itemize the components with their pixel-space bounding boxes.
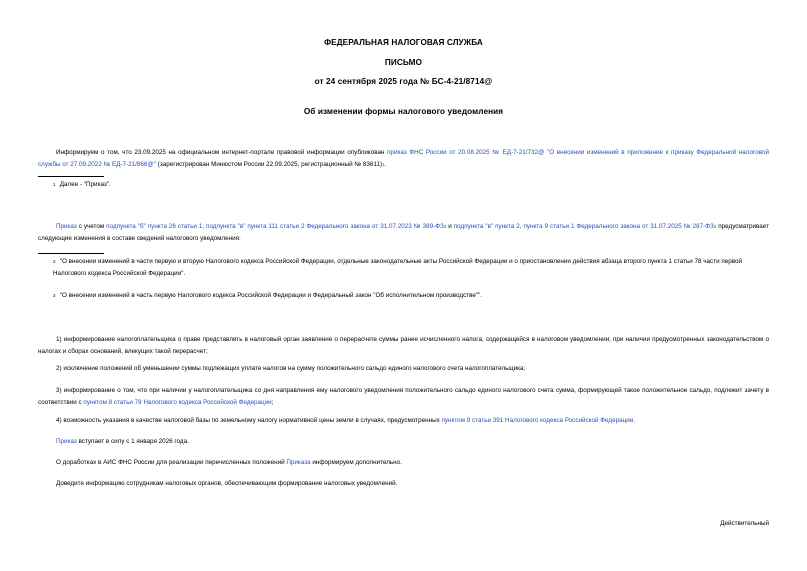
footnote-1 [53, 179, 769, 191]
document-type: ПИСЬМО [384, 58, 423, 67]
list-item-2: 2) исключение положений об уменьшении суммы подлежащих уплате налогов на сумму положительного сальдо единого налогового счета налогоплательщика; [56, 365, 526, 372]
footnote-2-text: "О внесении изменений в части первую и вторую Налогового кодекса Российской Федерации, отдельные законодательные акты Российской Федерации и о приостановлении действия абзаца второго пункта 1 статьи 78 части первой Налогового кодекса Российской Федерации". [53, 258, 743, 277]
list-item-1: 1) информирование налогоплательщика о праве представлять в налоговый орган заявление о перерасчете суммы ранее исчисленного налога, содержащейся в налоговом уведомлении, при наличии предусмотренных законодательством о налогах и сборах оснований, влекущих такой перерасчет; [38, 336, 769, 355]
order-link-effective[interactable]: Приказ [56, 438, 77, 445]
footnote-3-text: "О внесении изменений в часть первую Налогового кодекса Российской Федерации и Федеральный закон "Об исполнительном производстве"". [58, 292, 483, 299]
footnote-ref-2[interactable]: 2 [443, 224, 447, 229]
basis-paragraph: Приказ с учетом подпункта "б" пункта 26 статьи 1, подпункта "в" пункта 111 статьи 2 Федерального закона от 31.07.2023 № $389-ФЗ^2$ и подпункта "в" пункта 2, пункта 9 статьи 1 Федерального закона от 31.07.2025 № $287-ФЗ^3$ предусматривает следующие изменения в составе сведений налогового уведомления: [38, 223, 769, 242]
footnote-3-mark: 3 [53, 293, 56, 298]
effective-date-paragraph: Приказ вступает в силу с 1 января 2026 года. [56, 438, 189, 445]
order-link-short[interactable]: Приказ [56, 223, 77, 230]
agency-title: ФЕДЕРАЛЬНАЯ НАЛОГОВАЯ СЛУЖБА [324, 38, 483, 47]
document-date-number: от 24 сентября 2025 года № БС-4-21/8714@ [314, 77, 493, 86]
document-page [38, 0, 769, 571]
law-389-link[interactable]: подпункта "б" пункта 26 статьи 1, подпункта "в" пункта 111 статьи 2 Федерального закона от 31.07.2023 № 389-ФЗ [106, 223, 444, 230]
law-287-link[interactable]: подпункта "в" пункта 2, пункта 9 статьи 1 Федерального закона от 31.07.2025 № 287-ФЗ [453, 223, 714, 230]
intro-registration: (зарегистрирован Минюстом России 22.09.2025, регистрационный № 83611) [156, 160, 383, 168]
footnote-ref-1[interactable]: 1 [382, 161, 385, 167]
ais-paragraph: О доработках в АИС ФНС России для реализации перечисленных положений Приказа информируем дополнительно. [56, 459, 402, 466]
nk-article-391-link[interactable]: пунктом 9 статьи 391 Налогового кодекса Российской Федерации [441, 417, 634, 424]
footnote-2-mark: 2 [53, 259, 56, 264]
footnote-3 [53, 290, 769, 302]
footnote-1-text: Далее - "Приказ". [58, 181, 111, 188]
nk-article-78-link[interactable]: пунктом 8 статьи 78 Налогового кодекса Российской Федерации [83, 398, 272, 406]
instruction-paragraph: Доведите информацию сотрудникам налоговых органов, обеспечивающим формирование налоговых уведомлений. [56, 480, 398, 487]
intro-paragraph: Информируем о том, что 23.09.2025 на официальном интернет-портале правовой информации опубликован приказ ФНС России от 20.08.2025 № ЕД-7-21/732@ "О внесении изменений в приложение к приказу Федеральной налоговой службы от 27.09.2022 № ЕД-7-21/866@" (зарегистрирован Минюстом России 22.09.2025, регистрационный № 83611)$^1$. [38, 149, 769, 168]
footnote-divider [38, 176, 104, 177]
order-link-ais[interactable]: Приказа [286, 459, 311, 466]
list-item-3: 3) информирование о том, что при наличии у налогоплательщика со дня направления ему налогового уведомления положительного сальдо единого налогового счета сумма, формирующей такое положительное сальдо, подлежит зачету в соответствии с пунктом 8 статьи 78 Налогового кодекса Российской Федерации; [38, 387, 769, 406]
footnote-1-mark: 1 [53, 182, 56, 187]
document-subject: Об изменении формы налогового уведомления [303, 107, 504, 116]
order-link[interactable]: приказ ФНС России от 20.08.2025 № ЕД-7-21/732@ "О внесении изменений в приложение к приказу Федеральной налоговой службы от 27.09.2022 № ЕД-7-21/866@" [38, 149, 769, 168]
footnote-2 [53, 256, 769, 279]
intro-text: Информируем о том, что 23.09.2025 на официальном интернет-портале правовой информации опубликован [56, 149, 388, 156]
list-item-4: 4) возможность указания в качестве налоговой базы по земельному налогу нормативной цены земли в случаях, предусмотренных пунктом 9 статьи 391 Налогового кодекса Российской Федерации. [56, 417, 635, 424]
footnote-divider-2 [38, 253, 104, 254]
footnote-ref-3[interactable]: 3 [713, 224, 717, 229]
signature-title: Действительный [720, 520, 769, 527]
